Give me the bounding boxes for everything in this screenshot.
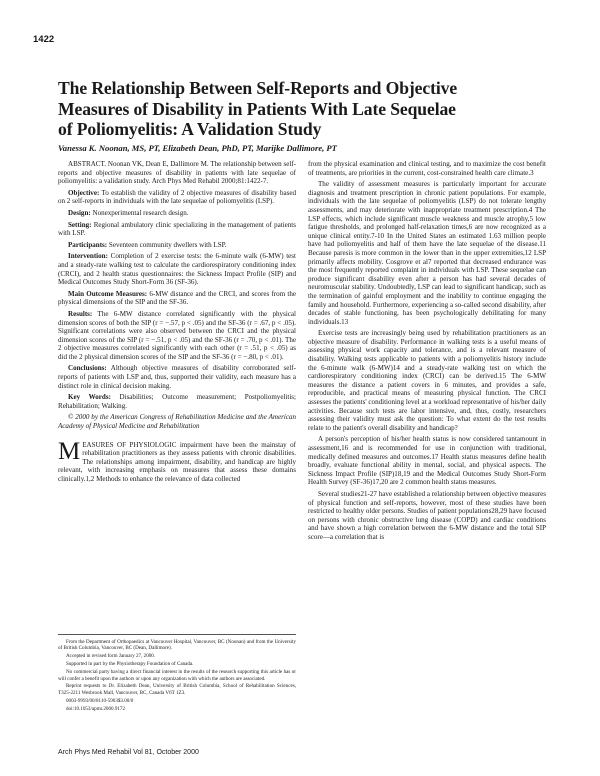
abstract-setting — [58, 221, 296, 238]
footnote: Accepted in revised form January 27, 2000. — [66, 653, 156, 660]
footnote: doi:10.1053/apmr.2000.9172 — [66, 705, 126, 712]
abstract-keywords — [58, 393, 296, 410]
abstract-text: Although objective measures of disability corroborated self-reports of patients with LSP and, thus, supported their validity, each measure has a distinct role in clinical decision making. — [58, 364, 297, 390]
title-line: Measures of Disability in Patients With Late Sequelae — [58, 98, 456, 119]
right-column — [308, 160, 546, 545]
abstract-text: To establish the validity of 2 objective measures of disability based on 2 self-reports in individuals with the late sequelae of poliomyelitis (LSP). — [58, 188, 296, 206]
title-line: of Poliomyelitis: A Validation Study — [58, 119, 322, 139]
abstract-label: Results: — [68, 309, 93, 318]
abstract-intervention — [58, 252, 296, 286]
footnote: 0003-9993/00/8110-5903$3.00/0 — [66, 697, 134, 704]
author-list: Vanessa K. Noonan, MS, PT, Elizabeth Dean, PhD, PT, Marijke Dallimore, PT — [58, 143, 337, 153]
body-paragraph: The validity of assessment measures is particularly important for accurate diagnosis and treatment prescription in chronic patient populations. For example, individuals with the late sequelae of poliomyelitis (LSP) do not tolerate lengthy assessments, and may deteriorate with inappropriate treatment prescription.4 The LSP effects, which include significant muscle weakness and muscle atrophy,5 low fatigue thresholds, and prolonged half-relaxation times,6 are now recognized as a unique clinical entity.7-10 In the United States an estimated 1.63 million people have had poliomyelitis and half of them have the late sequelae of the disease.11 Because paresis is more common in the lower than in the upper extremities,12 LSP primarily affects mobility. Cosgrove et al7 reported that decreased endurance was the most frequently reported complaint in individuals with LSP. These sequelae can produce significant disability even after a person has had several decades of neuromuscular stability. Undoubtedly, LSP can lead to significant handicap, such as the termination of gainful employment and the inability to continue engaging the family and household. Furthermore, experiencing a so-called second disability, after decades of stable functioning, has been psychologically debilitating for many individuals.13 — [308, 180, 546, 326]
abstract-participants — [58, 241, 296, 250]
abstract-label: Objective: — [68, 188, 100, 197]
footnote: From the Department of Orthopaedics at Vancouver Hospital, Vancouver, BC (Noonan) and from the University of British Columbia, Vancouver, BC (Dean, Dallimore). — [58, 639, 296, 652]
abstract-label: Conclusions: — [68, 364, 107, 373]
abstract-label: Participants: — [68, 240, 108, 249]
abstract-text: Disabilities; Outcome measurement; Postpoliomyelitis; Rehabilitation; Walking. — [58, 393, 296, 410]
abstract-label: Intervention: — [68, 252, 108, 261]
abstract-intro: ABSTRACT. Noonan VK, Dean E, Dallimore M. The relationship between self-reports and objective measures of disability in patients with late sequelae of poliomyelitis: a validation study. Arch Phys Med Rehabil 2000;81:1422-7. — [58, 160, 296, 186]
abstract-label: Design: — [68, 208, 91, 217]
abstract-objective — [58, 189, 296, 206]
abstract-main-outcome — [58, 290, 296, 307]
journal-footer: Arch Phys Med Rehabil Vol 81, October 2000 — [58, 749, 199, 756]
title-line: The Relationship Between Self-Reports and Objective — [58, 78, 458, 98]
body-paragraph: from the physical examination and clinical testing, and to maximize the cost benefit of treatments, are priorities in the current, cost-constrained health care climate.3 — [308, 160, 546, 177]
abstract-text: The 6-MW distance correlated significantly with the physical dimension scores of both the SIP (r = −.57, p < .05) and the SF-36 (r = .67, p < .05). Significant correlations were also observed between the CRCI and the physical dimension scores of the SIP (r = −.51, p < .05) and the SF-36 (r = .70, p < .01). The 2 objective measures correlated significantly with each other (r = .51, p < .05) as did the 2 physical dimension scores of the SIP and the SF-36 (r = −.80, p < .01). — [58, 309, 296, 361]
abstract-text: Seventeen community dwellers with LSP. — [108, 240, 227, 249]
abstract-text: Completion of 2 exercise tests: the 6-minute walk (6-MW) test and a steady-rate walking test to calculate the cardiorespiratory conditioning index (CRCI), and 2 health status questionnaires: the Sickness Impact Profile (SIP) and Medical Outcomes Study Short-Form 36 (SF-36). — [58, 252, 297, 287]
footnote: No commercial party having a direct financial interest in the results of the research supporting this article has or will confer a benefit upon the authors or upon any organization with which the authors are associated. — [58, 669, 296, 682]
footnote: Reprint requests to Dr. Elizabeth Dean, University of British Columbia, School of Rehabilitation Sciences, T325-2211 Wesbrook Mall, Vancouver, BC, Canada V6T 1Z3. — [58, 683, 296, 696]
article-title — [58, 78, 538, 140]
intro-text: EASURES OF PHYSIOLOGIC impairment have been the mainstay of rehabilitation practitioners as they assess patients with chronic disabilities. The relationships among impairment, disability, and handicap are highly relevant, with increasing emphasis on measures that assess these domains clinically.1,2 Methods to enhance the relevance of data collected — [58, 440, 296, 483]
body-paragraph: A person's perception of his/her health status is now considered tantamount in assessment,16 and is recommended for use in conjunction with traditional, medically defined measures and outcomes.17 Health status measures define health broadly, evaluate functional ability in mental, social, and physical aspects. The Sickness Impact Profile (SIP)18,19 and the Medical Outcomes Study Short-Form Health Survey (SF-36)17,20 are 2 common health status measures. — [308, 435, 546, 487]
body-paragraph: Several studies21-27 have established a relationship between objective measures of physical function and self-reports, however, most of these studies have been restricted to healthy older persons. Studies of patient populations28,29 have focused on persons with chronic obstructive lung disease (COPD) and cardiac conditions and have shown a high correlation between the 6-MW distance and the total SIP score—a correlation that is — [308, 489, 546, 541]
abstract-text: Nonexperimental research design. — [92, 208, 189, 217]
intro-paragraph — [58, 437, 296, 484]
abstract-conclusions — [58, 364, 296, 390]
footnotes — [58, 634, 296, 714]
footnote: Supported in part by the Physiotherapy Foundation of Canada. — [66, 661, 194, 668]
abstract-text: Regional ambulatory clinic specializing in the management of patients with LSP. — [58, 220, 296, 238]
abstract-label: Setting: — [68, 220, 92, 229]
abstract-label: Key Words: — [68, 393, 111, 402]
abstract-text: 6-MW distance and the CRCI, and scores from the physical dimensions of the SIP and the SF-36. — [58, 289, 296, 307]
body-paragraph: Exercise tests are increasingly being used by rehabilitation practitioners as an objective measure of disability. Performance in walking tests is a useful means of assessing physical work capacity and tolerance, and is a relevant measure of disability. Walking tests applicable to patients with a poliomyelitis history include the 6-minute walk (6-MW)14 and a steady-rate walking test on which the cardiorespiratory conditioning index (CRCI) can be derived.15 The 6-MW measures the distance a patient covers in 6 minutes, and provides a safe, reproducible, and practical means of measuring physical function. The CRCI assesses the patients' conditioning level at a workload representative of his/her daily activities. Because such tests are labor intensive, and, thus, costly, researchers assessing their validity must ask the question: To what extent do the test results relate to the patient's overall disability and handicap? — [308, 329, 546, 432]
abstract-results — [58, 310, 296, 362]
copyright-notice: © 2000 by the American Congress of Rehabilitation Medicine and the American Academy of Physical Medicine and Rehabilitation — [58, 413, 296, 431]
abstract-label: Main Outcome Measures: — [68, 289, 148, 298]
page-number: 1422 — [33, 34, 55, 45]
abstract-design — [58, 209, 296, 218]
left-column — [58, 160, 296, 484]
drop-cap: M — [58, 437, 81, 465]
